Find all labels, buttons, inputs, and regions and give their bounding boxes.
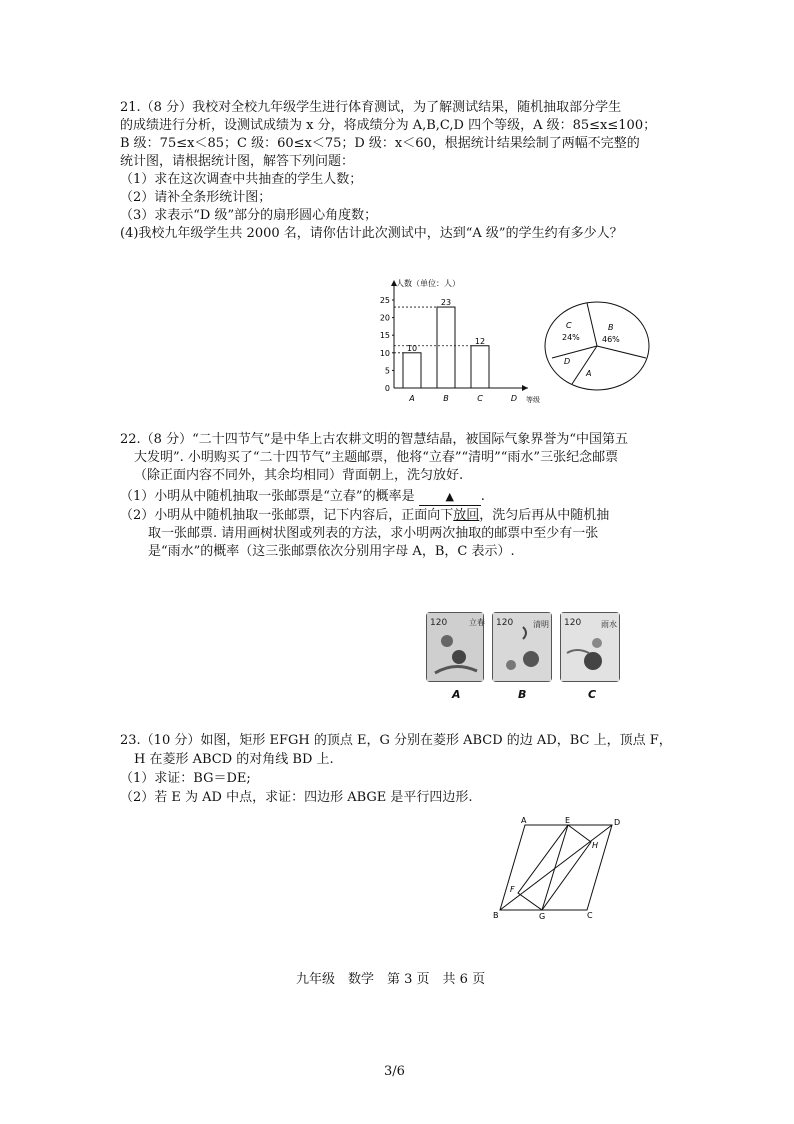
- stamp-c-value: 120: [564, 618, 582, 628]
- stamp-b: [492, 612, 552, 682]
- bar-b: [437, 307, 455, 388]
- stamp-c-art: [561, 613, 619, 681]
- diagonal-bd: [500, 825, 612, 910]
- q23-line-2: H 在菱形 ABCD 的对角线 BD 上.: [134, 752, 334, 767]
- page-footer: 九年级 数学 第 3 页 共 6 页: [296, 972, 486, 987]
- page-number: 3/6: [384, 1064, 405, 1079]
- q23-line-4: （2）若 E 为 AD 中点，求证：四边形 ABGE 是平行四边形.: [120, 790, 473, 805]
- q23-line-1: 23.（10 分）如图，矩形 EFGH 的顶点 E，G 分别在菱形 ABCD 的边 AD，BC 上，顶点 F，: [120, 733, 672, 748]
- stamp-b-name: 清明: [533, 620, 549, 629]
- y-tick-label: 5: [384, 366, 390, 376]
- q21-line-4: 统计图，请根据统计图，解答下列问题：: [120, 154, 355, 169]
- stamp-b-label: B: [518, 688, 527, 701]
- y-tick-label: 20: [379, 313, 390, 323]
- point-c: C: [587, 911, 593, 920]
- stamp-b-art: [493, 613, 551, 681]
- stamp-b-value: 120: [496, 618, 514, 628]
- data-label-a: 10: [406, 343, 418, 353]
- pie-percent-b: 46%: [602, 335, 620, 344]
- q21-line-2: 的成绩进行分析，设测试成绩为 x 分，将成绩分为 A,B,C,D 四个等级，A 级：85≤x≤100；: [120, 118, 657, 133]
- stamp-a-art: [427, 613, 483, 681]
- point-b: B: [493, 911, 499, 920]
- q21-line-5: （1）求在这次调查中共抽查的学生人数；: [120, 172, 363, 187]
- stamp-c: [560, 612, 620, 682]
- x-tick-label: B: [443, 394, 449, 403]
- y-axis-label: 人数（单位：人）: [396, 279, 460, 288]
- q22-sub2-line-1: [120, 508, 609, 524]
- q21-line-7: （3）求表示“D 级”部分的扇形圆心角度数；: [120, 208, 378, 223]
- y-tick-label: 10: [379, 348, 390, 358]
- q22-sub2-text-a: （2）小明从中随机抽取一张邮票，记下内容后，正面向下: [120, 508, 454, 523]
- point-g: G: [539, 912, 546, 921]
- bar-chart: [360, 272, 550, 407]
- q23-line-3: （1）求证：BG＝DE;: [120, 771, 251, 786]
- pie-label-c: C: [566, 321, 572, 330]
- bar-a: [403, 353, 421, 388]
- stamp-a-name: 立春: [469, 618, 485, 627]
- stamp-a: [426, 612, 484, 682]
- point-e: E: [565, 816, 571, 825]
- data-label-c: 12: [474, 336, 486, 346]
- point-h: H: [592, 841, 599, 850]
- q21-line-1: 21.（8 分）我校对全校九年级学生进行体育测试，为了解测试结果，随机抽取部分学生: [120, 100, 622, 115]
- x-tick-label: D: [510, 394, 518, 403]
- x-tick-label: C: [477, 394, 483, 403]
- pie-label-a: A: [586, 369, 592, 378]
- q22-sub1-text: （1）小明从中随机抽取一张邮票是“立春”的概率是: [120, 489, 415, 504]
- point-d: D: [614, 818, 621, 827]
- q22-sub1-period: .: [480, 489, 485, 504]
- q21-line-8: (4)我校九年级学生共 2000 名，请你估计此次测试中，达到“A 级”的学生约有多少人？: [120, 226, 623, 241]
- q22-line-2: 大发明”. 小明购买了“二十四节气”主题邮票，他将“立春”“清明”“雨水”三张纪念邮票: [134, 450, 619, 465]
- stamp-c-label: C: [588, 688, 597, 701]
- q22-sub1: [120, 489, 485, 506]
- stamp-a-value: 120: [430, 618, 448, 628]
- q22-line-1: 22.（8 分）“二十四节气”是中华上古农耕文明的智慧结晶，被国际气象界誉为“中国第五: [120, 432, 629, 447]
- x-tick-label: A: [409, 394, 415, 403]
- y-tick-label: 25: [379, 296, 390, 305]
- point-a: A: [521, 816, 527, 825]
- y-tick-label: 15: [379, 331, 390, 341]
- segment-eg: [542, 825, 568, 910]
- bar-c: [471, 346, 489, 388]
- stamp-a-label: A: [452, 688, 461, 701]
- pie-label-d: D: [564, 357, 571, 366]
- q21-line-3: B 级：75≤x＜85；C 级：60≤x＜75；D 级：x＜60，根据统计结果绘制了两幅不完整的: [120, 136, 640, 151]
- point-f: F: [510, 885, 515, 894]
- x-axis-label: 等级: [526, 396, 540, 404]
- stamp-c-name: 雨水: [601, 620, 617, 629]
- pie-label-b: B: [608, 323, 614, 332]
- pie-percent-c: 24%: [562, 333, 580, 342]
- rhombus-figure: [490, 815, 630, 925]
- x-axis-arrow: [522, 385, 528, 391]
- y-tick-label: 0: [384, 384, 390, 393]
- q21-line-6: （2）请补全条形统计图；: [120, 190, 272, 205]
- q22-sub2-line-2: 取一张邮票. 请用画树状图或列表的方法，求小明两次抽取的邮票中至少有一张: [148, 526, 599, 541]
- data-label-b: 23: [440, 298, 452, 308]
- q22-line-3: （除正面内容不同外，其余均相同）背面朝上，洗匀放好.: [134, 468, 464, 483]
- answer-blank: ▲: [419, 489, 481, 506]
- q22-sub2-underlined: 放回: [453, 508, 480, 523]
- q22-sub2-line-3: 是“雨水”的概率（这三张邮票依次分别用字母 A，B，C 表示）.: [148, 544, 515, 559]
- q22-sub2-text-b: ，洗匀后再从中随机抽: [479, 508, 610, 523]
- pie-chart: [542, 300, 652, 392]
